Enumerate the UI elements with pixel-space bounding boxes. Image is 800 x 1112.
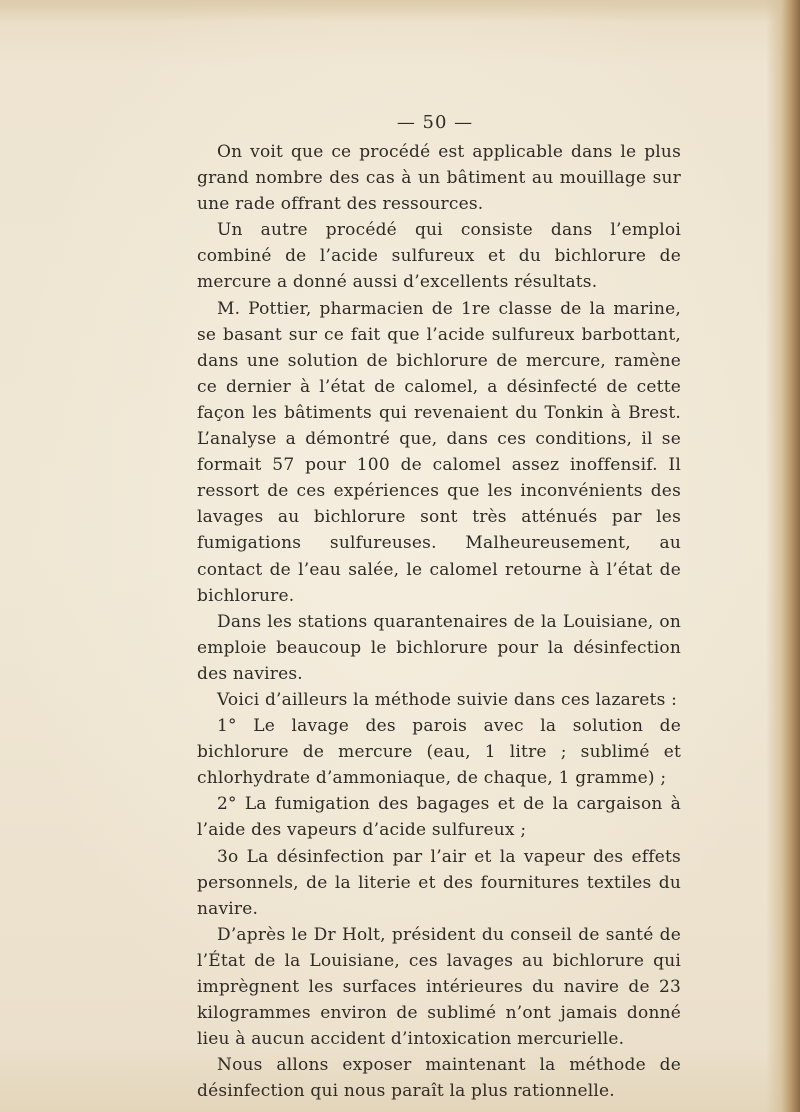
paragraph: 3o La désinfection par l’air et la vapeur des effets personnels, de la literie et des fournitures textiles du navire. — [197, 846, 681, 919]
paragraph: D’après le Dr Holt, président du conseil de santé de l’État de la Louisiane, ces lavages au bichlorure qui imprègnent les surfaces intérieures du navire de 23 kilogrammes environ de sublimé n’ont jamais donné lieu à aucun accident d’intoxication mercurielle. — [197, 924, 681, 1050]
paragraph: 2° La fumigation des bagages et de la cargaison à l’aide des vapeurs d’acide sulfureux ; — [197, 794, 681, 841]
paragraph: Un autre procédé qui consiste dans l’emploi combiné de l’acide sulfureux et du bichlorure de mercure a donné aussi d’excellents résultats. — [197, 220, 681, 293]
paragraph: M. Pottier, pharmacien de 1re classe de la marine, se basant sur ce fait que l’acide sulfureux barbottant, dans une solution de bichlorure de mercure, ramène ce dernier à l’état de calomel, a désinfecté de cette façon les bâtiments qui revenaient du Tonkin à Brest. L’analyse a démontré que, dans ces conditions, il se formait 57 pour 100 de calomel assez inoffensif. Il ressort de ces expériences que les inconvénients des lavages au bichlorure sont très atténués par les fumigations sulfureuses. Malheureusement, au contact de l’eau salée, le calomel retourne à l’état de bichlorure. — [197, 298, 681, 606]
page-number: — 50 — — [396, 112, 474, 133]
page-binding-edge — [766, 0, 800, 1112]
paragraph: Dans les stations quarantenaires de la Louisiane, on emploie beaucoup le bichlorure pour la désinfection des navires. — [197, 611, 681, 684]
page-top-shadow — [0, 0, 800, 22]
paragraph: 1° Le lavage des parois avec la solution de bichlorure de mercure (eau, 1 litre ; sublimé et chlorhydrate d’ammoniaque, de chaque, 1 gramme) ; — [197, 716, 681, 789]
paragraph: Nous allons exposer maintenant la méthode de désinfection qui nous paraît la plus rationnelle. — [197, 1055, 681, 1102]
paragraph: Voici d’ailleurs la méthode suivie dans ces lazarets : — [217, 689, 678, 710]
body-text — [197, 139, 681, 1104]
paragraph: On voit que ce procédé est applicable dans le plus grand nombre des cas à un bâtiment au mouillage sur une rade offrant des ressources. — [197, 142, 681, 215]
